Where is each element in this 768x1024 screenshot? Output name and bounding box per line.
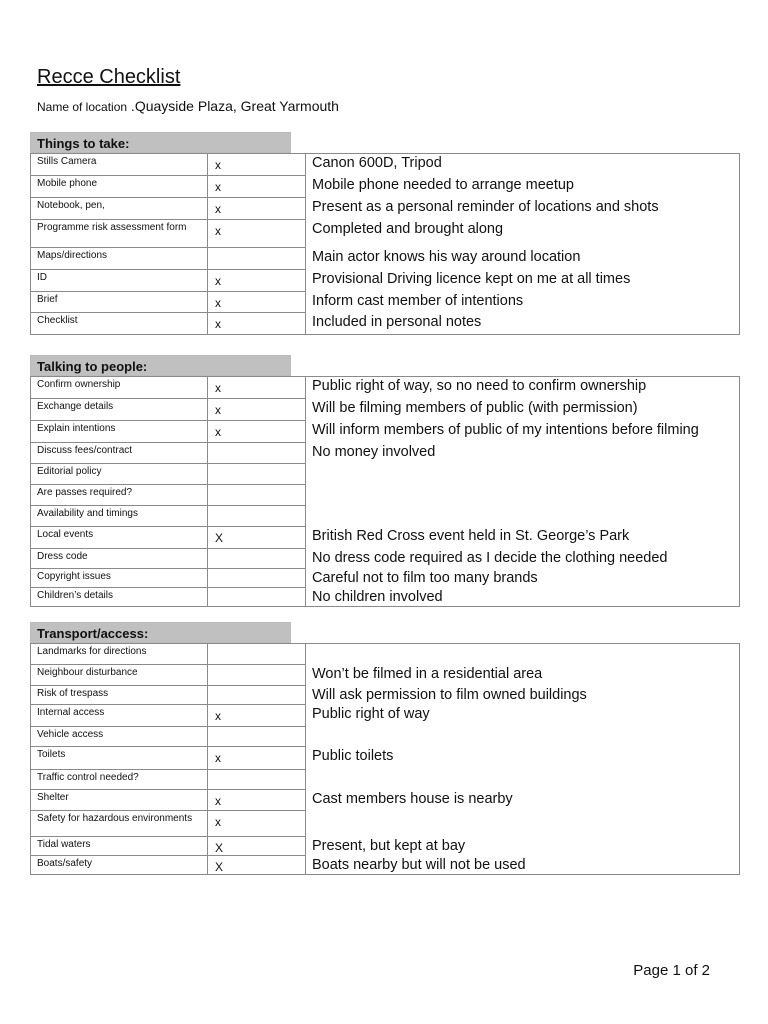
checklist-row <box>31 644 740 665</box>
checklist-mark: x <box>208 421 306 443</box>
checklist-item-label: Children’s details <box>31 588 208 607</box>
checklist-item-label: Stills Camera <box>31 154 208 176</box>
page-number: Page 1 of 2 <box>633 962 710 979</box>
checklist-item-label: Exchange details <box>31 399 208 421</box>
checklist-mark <box>208 727 306 747</box>
checklist-mark <box>208 443 306 464</box>
checklist-row <box>31 790 740 811</box>
checklist-row <box>31 770 740 790</box>
checklist-row <box>31 665 740 686</box>
checklist-row <box>31 176 740 198</box>
checklist-item-label: Copyright issues <box>31 569 208 588</box>
checklist-note: Will inform members of public of my intentions before filming <box>306 421 740 443</box>
checklist-row <box>31 220 740 248</box>
checklist-note <box>306 506 740 527</box>
checklist-mark <box>208 549 306 569</box>
checklist-note: Present as a personal reminder of locations and shots <box>306 198 740 220</box>
checklist-mark: x <box>208 220 306 248</box>
page-title: Recce Checklist <box>37 66 181 88</box>
checklist-item-label: Traffic control needed? <box>31 770 208 790</box>
checklist-note <box>306 811 740 837</box>
checklist-item-label: Local events <box>31 527 208 549</box>
checklist-note: Completed and brought along <box>306 220 740 248</box>
location-label: Name of location <box>37 100 128 114</box>
checklist-note <box>306 464 740 485</box>
checklist-item-label: Risk of trespass <box>31 686 208 705</box>
checklist-row <box>31 421 740 443</box>
checklist-item-label: Landmarks for directions <box>31 644 208 665</box>
checklist-mark: x <box>208 811 306 837</box>
checklist-mark <box>208 248 306 270</box>
checklist-row <box>31 248 740 270</box>
checklist-item-label: Mobile phone <box>31 176 208 198</box>
checklist-note: Canon 600D, Tripod <box>306 154 740 176</box>
checklist-mark <box>208 485 306 506</box>
checklist-item-label: Availability and timings <box>31 506 208 527</box>
checklist-item-label: Boats/safety <box>31 856 208 875</box>
checklist-row <box>31 856 740 875</box>
checklist-mark <box>208 506 306 527</box>
checklist-note: Inform cast member of intentions <box>306 292 740 313</box>
checklist-row <box>31 705 740 727</box>
checklist-note: Will be filming members of public (with permission) <box>306 399 740 421</box>
checklist-item-label: Discuss fees/contract <box>31 443 208 464</box>
checklist-mark <box>208 569 306 588</box>
checklist-row <box>31 549 740 569</box>
checklist-row <box>31 686 740 705</box>
checklist-note: No children involved <box>306 588 740 607</box>
checklist-note: Main actor knows his way around location <box>306 248 740 270</box>
checklist-item-label: Tidal waters <box>31 837 208 856</box>
checklist-note: Careful not to film too many brands <box>306 569 740 588</box>
checklist-note: Mobile phone needed to arrange meetup <box>306 176 740 198</box>
checklist-mark: x <box>208 176 306 198</box>
checklist-item-label: Neighbour disturbance <box>31 665 208 686</box>
section-heading: Talking to people: <box>30 355 291 376</box>
checklist-item-label: Safety for hazardous environments <box>31 811 208 837</box>
checklist-row <box>31 527 740 549</box>
checklist-note: Included in personal notes <box>306 313 740 335</box>
checklist-row <box>31 837 740 856</box>
checklist-row <box>31 747 740 770</box>
checklist-mark: x <box>208 292 306 313</box>
checklist-item-label: Editorial policy <box>31 464 208 485</box>
checklist-note <box>306 770 740 790</box>
checklist-item-label: Checklist <box>31 313 208 335</box>
checklist-note: Public toilets <box>306 747 740 770</box>
checklist-row <box>31 399 740 421</box>
checklist-note: No dress code required as I decide the clothing needed <box>306 549 740 569</box>
checklist-row <box>31 506 740 527</box>
checklist-mark: x <box>208 313 306 335</box>
location-line <box>37 98 339 116</box>
checklist-item-label: Vehicle access <box>31 727 208 747</box>
checklist-mark: x <box>208 270 306 292</box>
checklist-mark: x <box>208 154 306 176</box>
checklist-item-label: Confirm ownership <box>31 377 208 399</box>
checklist-row <box>31 198 740 220</box>
checklist-mark: X <box>208 527 306 549</box>
checklist-row <box>31 313 740 335</box>
checklist-table <box>30 153 740 335</box>
checklist-mark: x <box>208 198 306 220</box>
checklist-item-label: Are passes required? <box>31 485 208 506</box>
checklist-item-label: ID <box>31 270 208 292</box>
checklist-item-label: Dress code <box>31 549 208 569</box>
checklist-row <box>31 154 740 176</box>
checklist-row <box>31 485 740 506</box>
section-things-to-take <box>30 132 740 335</box>
checklist-table <box>30 376 740 607</box>
section-heading: Transport/access: <box>30 622 291 643</box>
checklist-mark: X <box>208 837 306 856</box>
checklist-mark <box>208 770 306 790</box>
checklist-row <box>31 727 740 747</box>
checklist-mark <box>208 686 306 705</box>
checklist-mark: x <box>208 790 306 811</box>
checklist-row <box>31 377 740 399</box>
checklist-note <box>306 485 740 506</box>
checklist-note: Will ask permission to film owned buildings <box>306 686 740 705</box>
checklist-mark: x <box>208 377 306 399</box>
checklist-mark: x <box>208 399 306 421</box>
checklist-item-label: Maps/directions <box>31 248 208 270</box>
checklist-note: British Red Cross event held in St. George’s Park <box>306 527 740 549</box>
checklist-item-label: Internal access <box>31 705 208 727</box>
checklist-note <box>306 644 740 665</box>
checklist-mark: x <box>208 747 306 770</box>
checklist-note: No money involved <box>306 443 740 464</box>
checklist-row <box>31 270 740 292</box>
checklist-mark <box>208 644 306 665</box>
checklist-mark: X <box>208 856 306 875</box>
location-value: .Quayside Plaza, Great Yarmouth <box>127 98 339 114</box>
checklist-note: Provisional Driving licence kept on me at all times <box>306 270 740 292</box>
section-heading: Things to take: <box>30 132 291 153</box>
checklist-row <box>31 443 740 464</box>
checklist-item-label: Explain intentions <box>31 421 208 443</box>
checklist-mark: x <box>208 705 306 727</box>
checklist-mark <box>208 665 306 686</box>
checklist-item-label: Shelter <box>31 790 208 811</box>
checklist-note: Present, but kept at bay <box>306 837 740 856</box>
section-talking-to-people <box>30 355 740 607</box>
checklist-row <box>31 569 740 588</box>
checklist-row <box>31 464 740 485</box>
checklist-note: Won’t be filmed in a residential area <box>306 665 740 686</box>
section-transport-access <box>30 622 740 875</box>
checklist-item-label: Programme risk assessment form <box>31 220 208 248</box>
checklist-table <box>30 643 740 875</box>
checklist-note: Public right of way, so no need to confirm ownership <box>306 377 740 399</box>
checklist-note: Boats nearby but will not be used <box>306 856 740 875</box>
checklist-row <box>31 588 740 607</box>
checklist-note <box>306 727 740 747</box>
checklist-item-label: Toilets <box>31 747 208 770</box>
checklist-note: Public right of way <box>306 705 740 727</box>
checklist-row <box>31 811 740 837</box>
checklist-mark <box>208 588 306 607</box>
checklist-row <box>31 292 740 313</box>
checklist-item-label: Notebook, pen, <box>31 198 208 220</box>
checklist-mark <box>208 464 306 485</box>
checklist-note: Cast members house is nearby <box>306 790 740 811</box>
checklist-item-label: Brief <box>31 292 208 313</box>
